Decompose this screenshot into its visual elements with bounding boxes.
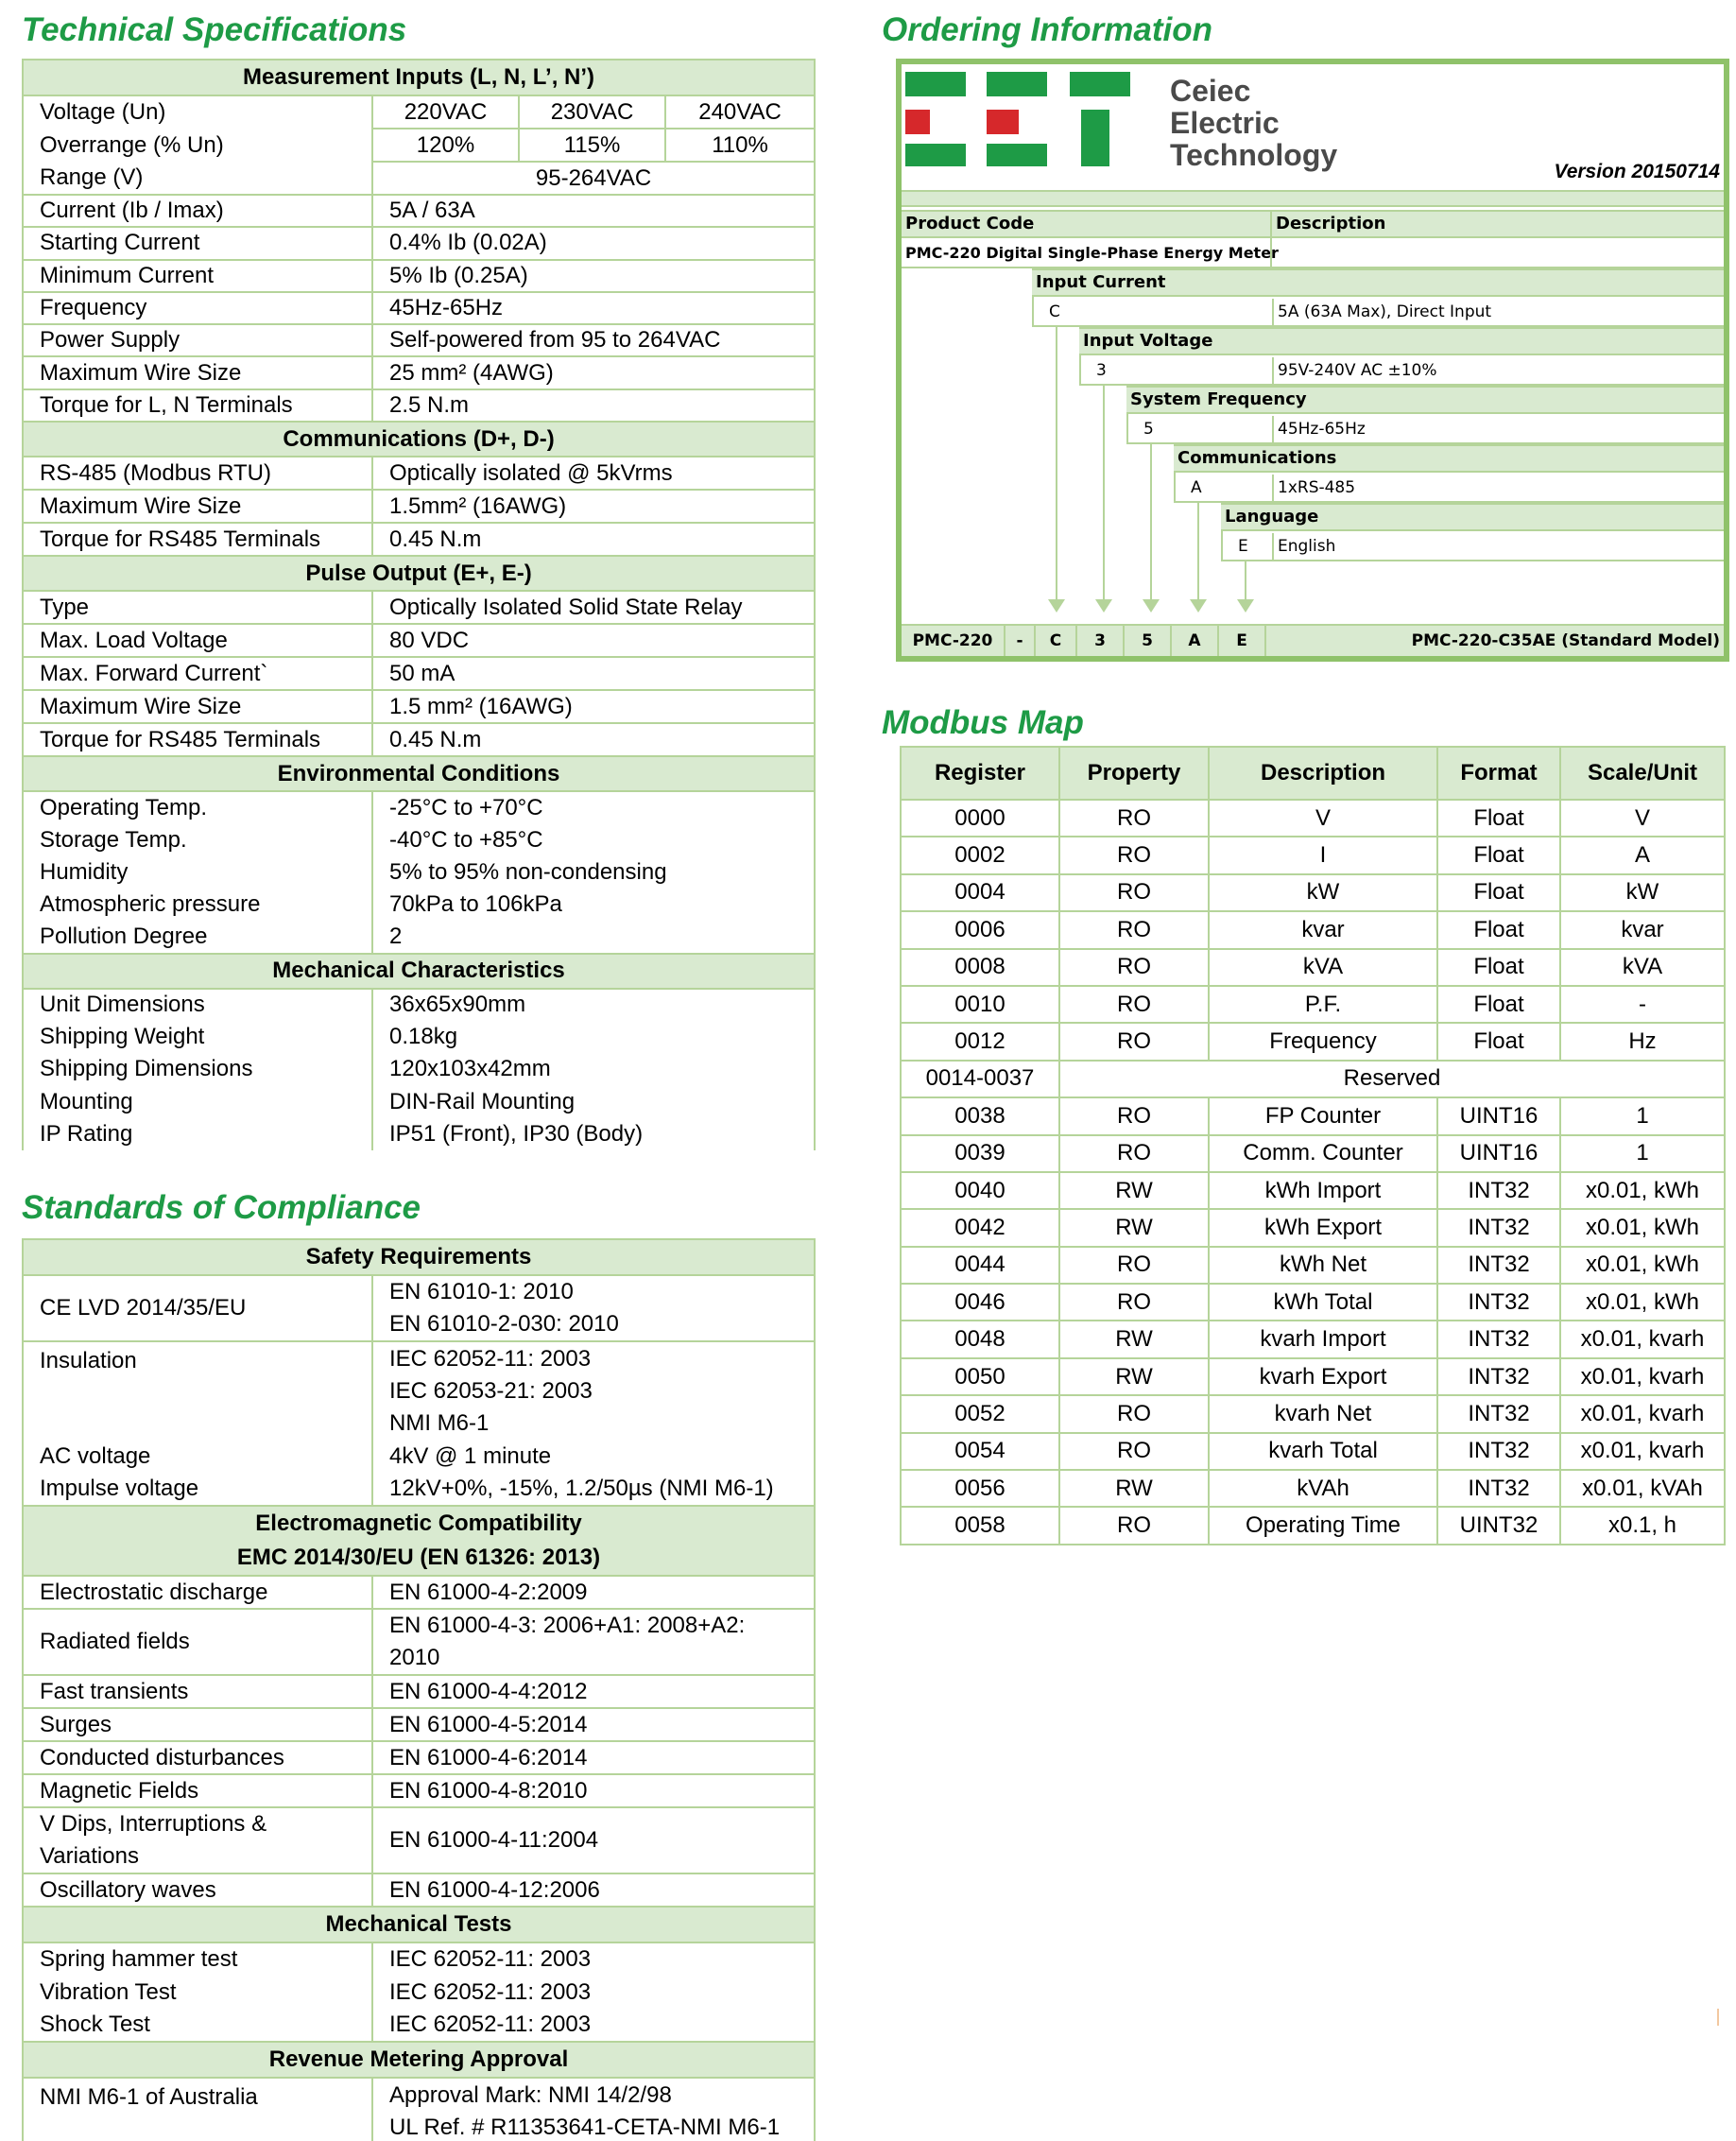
modbus-cell: RO bbox=[1059, 800, 1209, 837]
ordering-info-heading: Ordering Information bbox=[882, 11, 1212, 48]
modbus-cell: x0.01, kWh bbox=[1560, 1172, 1725, 1209]
emc-header-1: Electromagnetic Compatibility bbox=[23, 1506, 815, 1541]
spec-value: 25 mm² (4AWG) bbox=[372, 356, 815, 388]
modbus-cell: UINT32 bbox=[1437, 1507, 1560, 1544]
spec-value: 45Hz-65Hz bbox=[372, 292, 815, 324]
spec-label: Unit Dimensions bbox=[23, 989, 372, 1021]
spec-value: 2 bbox=[372, 921, 815, 953]
table-row-reserved bbox=[901, 1061, 1725, 1097]
modbus-cell: 0046 bbox=[901, 1284, 1059, 1321]
modbus-cell: kW bbox=[1560, 874, 1725, 911]
connector-line bbox=[1197, 503, 1199, 601]
modbus-cell: 0042 bbox=[901, 1209, 1059, 1246]
modbus-cell: RO bbox=[1059, 874, 1209, 911]
modbus-cell: 0038 bbox=[901, 1097, 1059, 1134]
modbus-cell: 0050 bbox=[901, 1358, 1059, 1395]
tech-spec-heading: Technical Specifications bbox=[22, 11, 407, 48]
spec-label: Maximum Wire Size bbox=[23, 690, 372, 723]
modbus-cell: kvar bbox=[1560, 911, 1725, 948]
col-register: Register bbox=[901, 747, 1059, 800]
modbus-cell: RW bbox=[1059, 1470, 1209, 1507]
spec-value: Optically isolated @ 5kVrms bbox=[372, 457, 815, 490]
modbus-cell: UINT16 bbox=[1437, 1135, 1560, 1172]
communications-header: Communications (D+, D-) bbox=[23, 422, 815, 457]
frequency-band bbox=[1126, 386, 1724, 414]
modbus-cell: UINT16 bbox=[1437, 1097, 1560, 1134]
modbus-cell: Float bbox=[1437, 874, 1560, 911]
input-voltage-band bbox=[1079, 327, 1724, 355]
table-row bbox=[901, 1470, 1725, 1507]
modbus-cell: x0.01, kvarh bbox=[1560, 1395, 1725, 1432]
modbus-cell: RO bbox=[1059, 949, 1209, 986]
connector-line bbox=[1103, 386, 1105, 601]
modbus-cell: x0.1, h bbox=[1560, 1507, 1725, 1544]
modbus-cell: RO bbox=[1059, 1395, 1209, 1432]
ordering-footer bbox=[902, 624, 1724, 656]
safety-header: Safety Requirements bbox=[23, 1239, 815, 1275]
mech-test-value: IEC 62052-11: 2003 bbox=[372, 2009, 815, 2042]
modbus-cell: INT32 bbox=[1437, 1247, 1560, 1284]
voltage-230: 230VAC bbox=[519, 95, 665, 129]
spec-label: IP Rating bbox=[23, 1118, 372, 1150]
voltage-220: 220VAC bbox=[372, 95, 519, 129]
modbus-cell: x0.01, kvarh bbox=[1560, 1358, 1725, 1395]
nmi-values bbox=[372, 2078, 815, 2141]
ac-voltage-label: AC voltage bbox=[23, 1440, 372, 1473]
ce-lvd-values bbox=[372, 1275, 815, 1341]
modbus-cell: INT32 bbox=[1437, 1321, 1560, 1357]
modbus-cell: A bbox=[1560, 837, 1725, 873]
tech-spec-table bbox=[22, 59, 816, 1150]
modbus-cell: x0.01, kWh bbox=[1560, 1284, 1725, 1321]
modbus-cell: RW bbox=[1059, 1172, 1209, 1209]
modbus-cell: kVA bbox=[1560, 949, 1725, 986]
company-name-2: Electric bbox=[1170, 106, 1280, 140]
nmi-label: NMI M6-1 of Australia bbox=[23, 2078, 372, 2141]
spec-label: Torque for L, N Terminals bbox=[23, 389, 372, 422]
table-row bbox=[901, 911, 1725, 948]
table-row bbox=[901, 1097, 1725, 1134]
spec-label: Type bbox=[23, 591, 372, 624]
input-current-code: C bbox=[1049, 302, 1060, 321]
spec-label: Pollution Degree bbox=[23, 921, 372, 953]
spec-label: RS-485 (Modbus RTU) bbox=[23, 457, 372, 490]
modbus-cell: RW bbox=[1059, 1358, 1209, 1395]
modbus-cell: kvarh Net bbox=[1209, 1395, 1437, 1432]
mech-test-label: Spring hammer test bbox=[23, 1942, 372, 1976]
communications-row bbox=[1174, 473, 1724, 503]
spec-value: 5A / 63A bbox=[372, 195, 815, 227]
communications-code: A bbox=[1191, 478, 1202, 497]
impulse-voltage-label: Impulse voltage bbox=[23, 1473, 372, 1506]
modbus-cell: Float bbox=[1437, 800, 1560, 837]
spec-label: Operating Temp. bbox=[23, 791, 372, 823]
emc-row-label: Conducted disturbances bbox=[23, 1741, 372, 1774]
col-description: Description bbox=[1270, 212, 1385, 236]
impulse-voltage-value: 12kV+0%, -15%, 1.2/50µs (NMI M6-1) bbox=[372, 1473, 815, 1506]
range-value: 95-264VAC bbox=[372, 162, 815, 195]
modbus-cell: 0044 bbox=[901, 1247, 1059, 1284]
spec-value: 1.5 mm² (16AWG) bbox=[372, 690, 815, 723]
modbus-cell: Float bbox=[1437, 837, 1560, 873]
mech-test-value: IEC 62052-11: 2003 bbox=[372, 1942, 815, 1976]
input-voltage-label: Input Voltage bbox=[1083, 331, 1213, 351]
ce-lvd-label: CE LVD 2014/35/EU bbox=[23, 1275, 372, 1341]
modbus-cell: 0039 bbox=[901, 1135, 1059, 1172]
modbus-cell: RW bbox=[1059, 1321, 1209, 1357]
arrow-down-icon bbox=[1190, 599, 1207, 613]
modbus-cell: kWh Import bbox=[1209, 1172, 1437, 1209]
input-current-label: Input Current bbox=[1036, 272, 1166, 292]
modbus-cell: RO bbox=[1059, 911, 1209, 948]
company-name-3: Technology bbox=[1170, 138, 1338, 172]
esd-label: Electrostatic discharge bbox=[23, 1576, 372, 1609]
modbus-cell: x0.01, kvarh bbox=[1560, 1433, 1725, 1470]
language-label: Language bbox=[1225, 507, 1319, 527]
overrange-240: 110% bbox=[665, 129, 815, 162]
modbus-cell: V bbox=[1560, 800, 1725, 837]
modbus-cell: kWh Export bbox=[1209, 1209, 1437, 1246]
nmi-value-1: Approval Mark: NMI 14/2/98 bbox=[389, 2081, 672, 2108]
modbus-cell: RO bbox=[1059, 1135, 1209, 1172]
frequency-code: 5 bbox=[1143, 420, 1154, 439]
spec-value: IP51 (Front), IP30 (Body) bbox=[372, 1118, 815, 1150]
modbus-cell: 0056 bbox=[901, 1470, 1059, 1507]
spec-label: Maximum Wire Size bbox=[23, 356, 372, 388]
modbus-cell: INT32 bbox=[1437, 1395, 1560, 1432]
table-row bbox=[901, 1209, 1725, 1246]
reserved-text: Reserved bbox=[1059, 1061, 1725, 1097]
col-format: Format bbox=[1437, 747, 1560, 800]
modbus-cell: 0012 bbox=[901, 1023, 1059, 1060]
modbus-cell: INT32 bbox=[1437, 1284, 1560, 1321]
emc-row-label: Fast transients bbox=[23, 1675, 372, 1708]
reserved-register: 0014-0037 bbox=[901, 1061, 1059, 1097]
emc-row-value: EN 61000-4-4:2012 bbox=[372, 1675, 815, 1708]
footer-code: C bbox=[1036, 626, 1077, 656]
modbus-cell: Comm. Counter bbox=[1209, 1135, 1437, 1172]
ac-voltage-value: 4kV @ 1 minute bbox=[372, 1440, 815, 1473]
spec-label: Current (Ib / Imax) bbox=[23, 195, 372, 227]
spec-label: Frequency bbox=[23, 292, 372, 324]
table-row bbox=[901, 1507, 1725, 1544]
modbus-cell: 1 bbox=[1560, 1135, 1725, 1172]
frequency-row bbox=[1126, 414, 1724, 444]
cet-logo bbox=[905, 70, 1132, 172]
language-row bbox=[1221, 531, 1724, 561]
input-voltage-desc: 95V-240V AC ±10% bbox=[1272, 357, 1437, 384]
spec-label: Power Supply bbox=[23, 324, 372, 356]
modbus-cell: kVA bbox=[1209, 949, 1437, 986]
spec-label: Storage Temp. bbox=[23, 823, 372, 855]
measurement-inputs-header: Measurement Inputs (L, N, L’, N’) bbox=[23, 60, 815, 95]
modbus-cell: kW bbox=[1209, 874, 1437, 911]
dips-value: EN 61000-4-11:2004 bbox=[372, 1807, 815, 1873]
footer-code: PMC-220 bbox=[902, 626, 1006, 656]
language-band bbox=[1221, 503, 1724, 531]
mechanical-tests-header: Mechanical Tests bbox=[23, 1907, 815, 1942]
overrange-220: 120% bbox=[372, 129, 519, 162]
col-product-code: Product Code bbox=[905, 214, 1035, 233]
emc-row-label: Surges bbox=[23, 1708, 372, 1741]
insulation-value-3: NMI M6-1 bbox=[389, 1409, 490, 1436]
product-row bbox=[902, 238, 1724, 268]
footer-model: PMC-220-C35AE (Standard Model) bbox=[1411, 631, 1720, 650]
col-description: Description bbox=[1209, 747, 1437, 800]
spec-label: Humidity bbox=[23, 856, 372, 889]
modbus-cell: 0010 bbox=[901, 986, 1059, 1023]
modbus-cell: Float bbox=[1437, 911, 1560, 948]
modbus-cell: kvarh Import bbox=[1209, 1321, 1437, 1357]
dips-label: V Dips, Interruptions & Variations bbox=[23, 1807, 372, 1873]
modbus-cell: P.F. bbox=[1209, 986, 1437, 1023]
modbus-cell: x0.01, kWh bbox=[1560, 1247, 1725, 1284]
modbus-cell: 0008 bbox=[901, 949, 1059, 986]
table-row bbox=[901, 1358, 1725, 1395]
modbus-cell: RO bbox=[1059, 837, 1209, 873]
footer-code: A bbox=[1172, 626, 1219, 656]
modbus-cell: INT32 bbox=[1437, 1470, 1560, 1507]
spec-label: Max. Load Voltage bbox=[23, 624, 372, 657]
emc-row-value: EN 61000-4-8:2010 bbox=[372, 1774, 815, 1807]
spec-value: 0.45 N.m bbox=[372, 723, 815, 756]
frequency-desc: 45Hz-65Hz bbox=[1272, 416, 1366, 442]
modbus-map-heading: Modbus Map bbox=[882, 704, 1084, 741]
arrow-down-icon bbox=[1143, 599, 1160, 613]
ordering-header-row bbox=[902, 210, 1724, 238]
spec-value: 0.18kg bbox=[372, 1021, 815, 1053]
insulation-values bbox=[372, 1341, 815, 1440]
table-row bbox=[901, 986, 1725, 1023]
modbus-cell: RO bbox=[1059, 1023, 1209, 1060]
spec-value: 0.4% Ib (0.02A) bbox=[372, 227, 815, 259]
input-voltage-row bbox=[1079, 355, 1724, 386]
col-scale-unit: Scale/Unit bbox=[1560, 747, 1725, 800]
table-row bbox=[901, 1284, 1725, 1321]
ordering-info-panel bbox=[896, 59, 1729, 662]
modbus-cell: kVAh bbox=[1209, 1470, 1437, 1507]
language-desc: English bbox=[1272, 533, 1335, 560]
modbus-cell: 0006 bbox=[901, 911, 1059, 948]
table-row bbox=[901, 1433, 1725, 1470]
spec-label: Max. Forward Current` bbox=[23, 657, 372, 690]
col-property: Property bbox=[1059, 747, 1209, 800]
spec-value: 70kPa to 106kPa bbox=[372, 889, 815, 921]
spec-value: 80 VDC bbox=[372, 624, 815, 657]
modbus-cell: FP Counter bbox=[1209, 1097, 1437, 1134]
emc-row-value: EN 61000-4-5:2014 bbox=[372, 1708, 815, 1741]
modbus-cell: RO bbox=[1059, 1433, 1209, 1470]
modbus-cell: 0054 bbox=[901, 1433, 1059, 1470]
modbus-cell: kvar bbox=[1209, 911, 1437, 948]
communications-band bbox=[1174, 444, 1724, 473]
modbus-cell: Operating Time bbox=[1209, 1507, 1437, 1544]
revenue-header: Revenue Metering Approval bbox=[23, 2042, 815, 2078]
input-current-band bbox=[1032, 268, 1724, 297]
version-label: Version 20150714 bbox=[1554, 161, 1720, 182]
communications-desc: 1xRS-485 bbox=[1272, 475, 1355, 501]
table-row bbox=[901, 837, 1725, 873]
modbus-cell: Frequency bbox=[1209, 1023, 1437, 1060]
emc-header-2: EMC 2014/30/EU (EN 61326: 2013) bbox=[23, 1541, 815, 1576]
modbus-cell: 0002 bbox=[901, 837, 1059, 873]
input-current-desc: 5A (63A Max), Direct Input bbox=[1272, 299, 1491, 325]
modbus-cell: RO bbox=[1059, 1097, 1209, 1134]
modbus-cell: 0048 bbox=[901, 1321, 1059, 1357]
input-current-row bbox=[1032, 297, 1724, 327]
modbus-cell: Hz bbox=[1560, 1023, 1725, 1060]
communications-label: Communications bbox=[1177, 448, 1337, 468]
arrow-down-icon bbox=[1237, 599, 1254, 613]
table-row bbox=[901, 1247, 1725, 1284]
spec-value: -40°C to +85°C bbox=[372, 823, 815, 855]
spec-value: 5% Ib (0.25A) bbox=[372, 260, 815, 292]
footer-code: 3 bbox=[1077, 626, 1125, 656]
pulse-output-header: Pulse Output (E+, E-) bbox=[23, 556, 815, 591]
modbus-cell: 0058 bbox=[901, 1507, 1059, 1544]
mech-test-label: Shock Test bbox=[23, 2009, 372, 2042]
company-name-1: Ceiec bbox=[1170, 74, 1251, 108]
spec-label: Atmospheric pressure bbox=[23, 889, 372, 921]
mechanical-characteristics-header: Mechanical Characteristics bbox=[23, 954, 815, 989]
modbus-cell: Float bbox=[1437, 986, 1560, 1023]
spec-value: Self-powered from 95 to 264VAC bbox=[372, 324, 815, 356]
spec-label: Torque for RS485 Terminals bbox=[23, 523, 372, 556]
modbus-cell: Float bbox=[1437, 1023, 1560, 1060]
modbus-cell: V bbox=[1209, 800, 1437, 837]
frequency-label: System Frequency bbox=[1130, 389, 1307, 409]
spec-value: -25°C to +70°C bbox=[372, 791, 815, 823]
modbus-cell: kvarh Total bbox=[1209, 1433, 1437, 1470]
table-row bbox=[901, 1023, 1725, 1060]
table-row bbox=[901, 1395, 1725, 1432]
spec-value: 36x65x90mm bbox=[372, 989, 815, 1021]
spec-label: Maximum Wire Size bbox=[23, 490, 372, 523]
table-row bbox=[901, 949, 1725, 986]
modbus-cell: INT32 bbox=[1437, 1433, 1560, 1470]
input-voltage-code: 3 bbox=[1096, 361, 1107, 380]
range-label: Range (V) bbox=[23, 162, 372, 195]
modbus-cell: x0.01, kVAh bbox=[1560, 1470, 1725, 1507]
connector-line bbox=[1056, 327, 1057, 601]
spec-label: Mounting bbox=[23, 1085, 372, 1117]
nmi-value-2: UL Ref. # R11353641-CETA-NMI M6-1 bbox=[389, 2114, 781, 2140]
esd-value: EN 61000-4-2:2009 bbox=[372, 1576, 815, 1609]
standards-table bbox=[22, 1238, 816, 2141]
modbus-cell: 0040 bbox=[901, 1172, 1059, 1209]
spec-value: 50 mA bbox=[372, 657, 815, 690]
arrow-down-icon bbox=[1048, 599, 1065, 613]
arrow-down-icon bbox=[1095, 599, 1112, 613]
modbus-cell: RO bbox=[1059, 986, 1209, 1023]
ce-value-1: EN 61010-1: 2010 bbox=[389, 1279, 574, 1304]
modbus-cell: INT32 bbox=[1437, 1209, 1560, 1246]
insulation-value-2: IEC 62053-21: 2003 bbox=[389, 1377, 593, 1404]
oscillatory-label: Oscillatory waves bbox=[23, 1873, 372, 1907]
connector-line bbox=[1245, 561, 1246, 601]
modbus-cell: 1 bbox=[1560, 1097, 1725, 1134]
spec-value: 0.45 N.m bbox=[372, 523, 815, 556]
modbus-cell: RO bbox=[1059, 1507, 1209, 1544]
modbus-cell: Float bbox=[1437, 949, 1560, 986]
spec-value: 120x103x42mm bbox=[372, 1053, 815, 1085]
product-name: PMC-220 Digital Single-Phase Energy Meter bbox=[905, 244, 1279, 262]
modbus-cell: 0000 bbox=[901, 800, 1059, 837]
spec-value: 5% to 95% non-condensing bbox=[372, 856, 815, 889]
modbus-cell: INT32 bbox=[1437, 1358, 1560, 1395]
emc-row-label: Magnetic Fields bbox=[23, 1774, 372, 1807]
page-mark bbox=[1717, 2009, 1719, 2026]
modbus-cell: - bbox=[1560, 986, 1725, 1023]
voltage-label: Voltage (Un) bbox=[23, 95, 372, 129]
spec-value: 1.5mm² (16AWG) bbox=[372, 490, 815, 523]
modbus-cell: RW bbox=[1059, 1209, 1209, 1246]
modbus-cell: 0004 bbox=[901, 874, 1059, 911]
insulation-label: Insulation bbox=[23, 1341, 372, 1440]
table-row bbox=[901, 874, 1725, 911]
radiated-label: Radiated fields bbox=[23, 1609, 372, 1675]
table-row bbox=[901, 1172, 1725, 1209]
radiated-value: EN 61000-4-3: 2006+A1: 2008+A2: 2010 bbox=[372, 1609, 815, 1675]
modbus-table bbox=[900, 746, 1726, 1545]
table-row bbox=[901, 1321, 1725, 1357]
mech-test-label: Vibration Test bbox=[23, 1976, 372, 2009]
language-code: E bbox=[1238, 537, 1248, 556]
modbus-cell: I bbox=[1209, 837, 1437, 873]
modbus-cell: INT32 bbox=[1437, 1172, 1560, 1209]
standards-heading: Standards of Compliance bbox=[22, 1189, 421, 1226]
footer-code: 5 bbox=[1125, 626, 1172, 656]
modbus-cell: kvarh Export bbox=[1209, 1358, 1437, 1395]
insulation-value-1: IEC 62052-11: 2003 bbox=[389, 1345, 592, 1372]
voltage-240: 240VAC bbox=[665, 95, 815, 129]
modbus-cell: x0.01, kWh bbox=[1560, 1209, 1725, 1246]
modbus-cell: RO bbox=[1059, 1284, 1209, 1321]
footer-code: - bbox=[1006, 626, 1036, 656]
spacer-band bbox=[902, 190, 1724, 207]
spec-value: DIN-Rail Mounting bbox=[372, 1085, 815, 1117]
oscillatory-value: EN 61000-4-12:2006 bbox=[372, 1873, 815, 1907]
modbus-cell: kWh Total bbox=[1209, 1284, 1437, 1321]
spec-label: Starting Current bbox=[23, 227, 372, 259]
spec-value: Optically Isolated Solid State Relay bbox=[372, 591, 815, 624]
modbus-cell: RO bbox=[1059, 1247, 1209, 1284]
mech-test-value: IEC 62052-11: 2003 bbox=[372, 1976, 815, 2009]
modbus-cell: 0052 bbox=[901, 1395, 1059, 1432]
overrange-230: 115% bbox=[519, 129, 665, 162]
spec-value: 2.5 N.m bbox=[372, 389, 815, 422]
footer-code: E bbox=[1219, 626, 1266, 656]
emc-row-value: EN 61000-4-6:2014 bbox=[372, 1741, 815, 1774]
table-row bbox=[901, 800, 1725, 837]
connector-line bbox=[1150, 444, 1152, 601]
modbus-cell: x0.01, kvarh bbox=[1560, 1321, 1725, 1357]
ce-value-2: EN 61010-2-030: 2010 bbox=[389, 1311, 619, 1337]
table-row bbox=[901, 1135, 1725, 1172]
modbus-cell: kWh Net bbox=[1209, 1247, 1437, 1284]
overrange-label: Overrange (% Un) bbox=[23, 129, 372, 162]
spec-label: Shipping Weight bbox=[23, 1021, 372, 1053]
spec-label: Torque for RS485 Terminals bbox=[23, 723, 372, 756]
spec-label: Minimum Current bbox=[23, 260, 372, 292]
spec-label: Shipping Dimensions bbox=[23, 1053, 372, 1085]
environmental-header: Environmental Conditions bbox=[23, 756, 815, 791]
